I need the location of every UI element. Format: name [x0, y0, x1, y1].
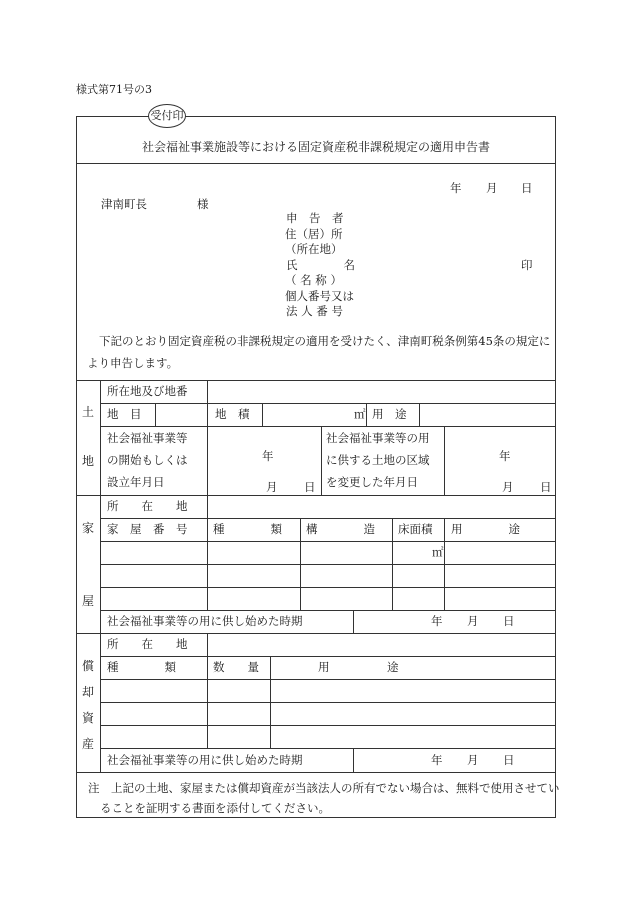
house-heading-1: 家 [81, 521, 94, 535]
column-line [321, 426, 322, 495]
assets-location-label: 所 在 地 [107, 637, 188, 651]
land-heading-1: 土 [81, 405, 94, 419]
assets-period-year: 年 [431, 753, 443, 767]
row-line [100, 748, 556, 749]
land-change-year: 年 [499, 449, 511, 463]
land-change-month: 月 [502, 480, 514, 494]
assets-col-usage: 用 途 [318, 660, 399, 674]
addressee: 津南町長 [101, 197, 147, 211]
land-area-label: 地 積 [215, 407, 250, 421]
title-divider [76, 163, 556, 164]
form-number: 様式第71号の3 [76, 83, 152, 96]
column-line [353, 748, 354, 772]
row-line [100, 426, 556, 427]
land-category-label: 地 目 [107, 407, 142, 421]
house-period-label: 社会福祉事業等の用に供し始めた時期 [107, 614, 303, 628]
column-line [207, 518, 208, 610]
row-line [100, 541, 556, 542]
row-line [100, 564, 556, 565]
land-usage-label: 用 途 [372, 407, 407, 421]
house-location-label: 所 在 地 [107, 499, 188, 513]
column-line [207, 380, 208, 495]
assets-heading-3: 資 [81, 711, 94, 725]
note-text: 注 上記の土地、家屋または償却資産が当該法人の所有でない場合は、無料で使用させていることを証明する書面を添付してください。 [88, 781, 560, 815]
address-label: 住（居）所 [285, 227, 343, 241]
assets-col-type: 種 類 [107, 660, 176, 674]
assets-col-quantity: 数 量 [213, 660, 259, 674]
house-area-unit: ㎡ [432, 545, 444, 559]
heading-column-line [100, 380, 101, 772]
house-period-month: 月 [467, 614, 479, 628]
assets-period-day: 日 [503, 753, 515, 767]
column-line [155, 403, 156, 426]
date-day: 日 [521, 181, 533, 195]
house-col-usage: 用 途 [451, 522, 520, 536]
column-line [270, 656, 271, 748]
house-col-number: 家 屋 番 号 [107, 522, 188, 536]
id-number-label-2: 法 人 番 号 [286, 304, 343, 318]
column-line [444, 426, 445, 495]
assets-heading-1: 償 [81, 659, 94, 673]
house-heading-2: 屋 [81, 594, 94, 608]
land-area-unit: ㎡ [354, 407, 366, 421]
column-line [300, 518, 301, 610]
row-line [100, 518, 556, 519]
house-col-floor-area: 床面積 [398, 522, 433, 536]
row-line [100, 679, 556, 680]
date-month: 月 [486, 181, 498, 195]
row-line [100, 587, 556, 588]
land-start-label-2: の開始もしくは [107, 453, 188, 467]
column-line [419, 403, 420, 426]
row-line [100, 725, 556, 726]
addressee-honorific: 様 [197, 197, 209, 211]
land-change-day: 日 [540, 480, 552, 494]
column-line [353, 610, 354, 633]
section-divider [76, 495, 556, 496]
column-line [392, 518, 393, 610]
declarant-label: 申 告 者 [286, 211, 344, 225]
location-label: （所在地） [285, 242, 343, 256]
seal-mark: 印 [521, 258, 533, 272]
land-start-month: 月 [266, 480, 278, 494]
section-divider [76, 380, 556, 381]
land-location-label: 所在地及び地番 [107, 384, 188, 398]
land-change-label-2: に供する土地の区域 [326, 453, 430, 467]
land-change-label-1: 社会福祉事業等の用 [326, 431, 430, 445]
row-line [100, 702, 556, 703]
assets-period-month: 月 [467, 753, 479, 767]
house-period-year: 年 [431, 614, 443, 628]
land-start-year: 年 [262, 449, 274, 463]
declaration-statement: 下記のとおり固定資産税の非課税規定の適用を受けたく、津南町税条例第45条の規定により申告します。 [87, 334, 551, 370]
house-col-structure: 構 造 [306, 522, 375, 536]
assets-heading-4: 産 [81, 737, 94, 751]
name-label: 氏 名 [286, 258, 355, 272]
column-line [262, 403, 263, 426]
assets-heading-2: 却 [81, 685, 94, 699]
section-divider [76, 633, 556, 634]
house-col-type: 種 類 [213, 522, 282, 536]
reception-stamp: 受付印 [148, 104, 186, 128]
row-line [100, 403, 556, 404]
land-heading-2: 地 [81, 454, 94, 468]
assets-period-label: 社会福祉事業等の用に供し始めた時期 [107, 753, 303, 767]
date-year: 年 [450, 181, 462, 195]
form-title: 社会福祉事業施設等における固定資産税非課税規定の適用申告書 [141, 140, 490, 154]
house-period-day: 日 [503, 614, 515, 628]
id-number-label-1: 個人番号又は [285, 289, 354, 303]
land-start-label-1: 社会福祉事業等 [107, 431, 188, 445]
name-sub-label: （ 名 称 ） [285, 273, 342, 287]
column-line [366, 403, 367, 426]
land-change-label-3: を変更した年月日 [326, 475, 418, 489]
land-start-day: 日 [304, 480, 316, 494]
row-line [100, 656, 556, 657]
section-divider [76, 772, 556, 773]
land-start-label-3: 設立年月日 [107, 475, 165, 489]
column-line [444, 518, 445, 610]
column-line [207, 633, 208, 748]
row-line [100, 610, 556, 611]
